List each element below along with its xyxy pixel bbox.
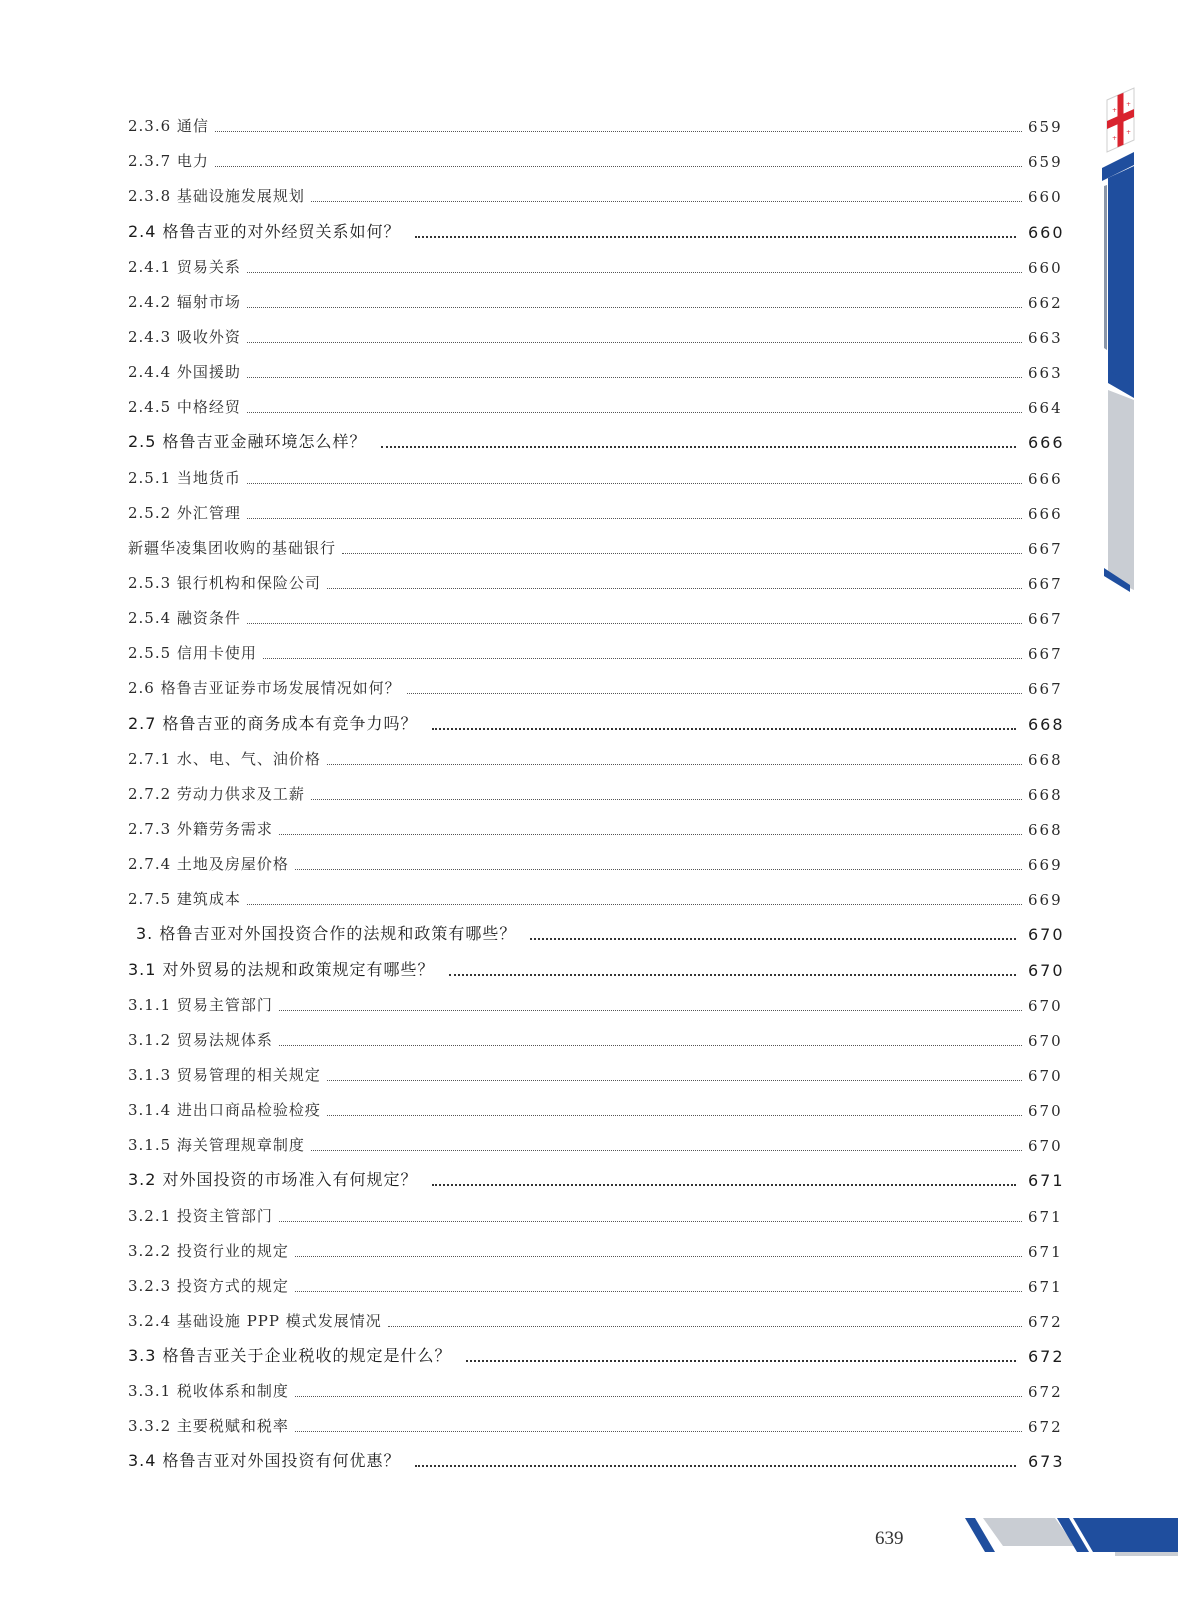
toc-entry-label: 2.5.2 外汇管理 [128,503,241,522]
toc-entry-label: 2.5.1 当地货币 [128,468,241,487]
dot-leader [247,904,1022,905]
toc-entry[interactable] [128,284,1062,319]
toc-entry[interactable] [128,1443,1065,1478]
table-of-contents [128,108,1065,1478]
toc-entry-label: 3.1.4 进出口商品检验检疫 [128,1101,321,1120]
toc-entry-label: 2.5 格鲁吉亚金融环境怎么样？ [128,432,367,452]
toc-entry[interactable] [128,178,1062,213]
toc-entry[interactable] [128,424,1065,459]
toc-entry-label: 2.7.2 劳动力供求及工薪 [128,784,305,803]
toc-entry[interactable] [128,1127,1062,1162]
toc-entry[interactable] [128,1338,1065,1373]
toc-entry-label: 2.4 格鲁吉亚的对外经贸关系如何？ [128,221,401,241]
toc-entry-label: 2.7.3 外籍劳务需求 [128,819,273,838]
toc-entry[interactable] [128,143,1062,178]
dot-leader [415,1465,1016,1467]
toc-entry-page: 667 [1028,645,1063,664]
toc-entry-page: 672 [1028,1312,1063,1331]
dot-leader [466,1360,1016,1362]
toc-entry-label: 2.3.8 基础设施发展规划 [128,187,305,206]
dot-leader [247,342,1022,343]
toc-entry-page: 667 [1028,680,1063,699]
toc-entry[interactable] [128,1197,1062,1232]
dot-leader [342,553,1022,554]
dot-leader [415,236,1016,238]
toc-entry-label: 3.3 格鲁吉亚关于企业税收的规定是什么？ [128,1346,452,1366]
toc-entry[interactable] [128,319,1062,354]
toc-entry-page: 660 [1028,258,1063,277]
toc-entry[interactable] [128,1303,1062,1338]
toc-entry-label: 3.2 对外国投资的市场准入有何规定？ [128,1170,418,1190]
toc-entry-label: 3.1.5 海关管理规章制度 [128,1136,305,1155]
toc-entry-page: 671 [1028,1242,1063,1261]
toc-entry[interactable] [128,600,1062,635]
toc-entry[interactable] [128,846,1062,881]
toc-entry-label: 3.3.2 主要税赋和税率 [128,1417,289,1436]
dot-leader [388,1326,1022,1327]
toc-entry-page: 669 [1028,891,1063,910]
dot-leader [407,693,1022,694]
toc-entry-page: 668 [1028,820,1063,839]
toc-entry-label: 3.1.3 贸易管理的相关规定 [128,1065,321,1084]
dot-leader [327,764,1022,765]
toc-entry-label: 2.7.4 土地及房屋价格 [128,855,289,874]
dot-leader [381,446,1016,448]
svg-text:+: + [1112,107,1118,114]
toc-entry-page: 668 [1028,714,1065,734]
dot-leader [279,1221,1022,1222]
toc-entry[interactable] [128,1092,1062,1127]
toc-entry-page: 672 [1028,1383,1063,1402]
toc-entry[interactable] [128,108,1062,143]
toc-entry-page: 670 [1028,960,1065,980]
toc-entry-page: 662 [1028,293,1063,312]
toc-entry[interactable] [128,495,1062,530]
toc-entry-page: 671 [1028,1277,1063,1296]
toc-entry-label: 2.4.4 外国援助 [128,363,241,382]
toc-entry[interactable] [128,635,1062,670]
toc-entry-page: 666 [1028,504,1063,523]
toc-entry[interactable] [128,987,1062,1022]
toc-entry[interactable] [128,1373,1062,1408]
toc-entry-page: 670 [1028,996,1063,1015]
toc-entry-page: 666 [1028,469,1063,488]
toc-entry-label: 2.4.1 贸易关系 [128,257,241,276]
toc-entry[interactable] [128,1233,1062,1268]
svg-text:+: + [1112,135,1118,142]
toc-entry-page: 670 [1028,1066,1063,1085]
toc-entry-label: 2.5.4 融资条件 [128,609,241,628]
toc-entry-label: 2.5.3 银行机构和保险公司 [128,573,321,592]
dot-leader [247,412,1022,413]
toc-entry-page: 670 [1028,1137,1063,1156]
toc-entry[interactable] [128,1022,1062,1057]
dot-leader [311,201,1022,202]
dot-leader [279,834,1022,835]
dot-leader [247,377,1022,378]
toc-entry-page: 669 [1028,856,1063,875]
toc-entry-page: 660 [1028,222,1065,242]
dot-leader [263,658,1022,659]
bottom-decoration [965,1518,1178,1558]
dot-leader [247,518,1022,519]
toc-entry-page: 667 [1028,610,1063,629]
dot-leader [327,588,1022,589]
dot-leader [327,1080,1022,1081]
toc-entry-label: 3.2.1 投资主管部门 [128,1206,273,1225]
toc-entry-label: 2.7.5 建筑成本 [128,890,241,909]
georgia-flag-icon [1107,88,1134,152]
toc-entry-page: 670 [1028,925,1065,945]
toc-entry-page: 668 [1028,750,1063,769]
toc-entry-page: 668 [1028,785,1063,804]
toc-entry-page: 666 [1028,433,1065,453]
toc-entry[interactable] [128,1057,1062,1092]
toc-entry[interactable] [128,1408,1062,1443]
toc-entry[interactable] [128,389,1062,424]
toc-entry[interactable] [128,881,1062,916]
toc-entry-label: 3.2.2 投资行业的规定 [128,1241,289,1260]
toc-entry-label: 2.4.3 吸收外资 [128,327,241,346]
toc-entry-label: 3.1 对外贸易的法规和政策规定有哪些？ [128,959,435,979]
toc-entry-page: 663 [1028,328,1063,347]
toc-entry-page: 671 [1028,1207,1063,1226]
dot-leader [279,1045,1022,1046]
toc-entry-page: 667 [1028,574,1063,593]
dot-leader [295,1396,1022,1397]
svg-text:+: + [1126,129,1132,136]
toc-entry[interactable] [128,249,1062,284]
dot-leader [295,1291,1022,1292]
dot-leader [279,1010,1022,1011]
dot-leader [432,1184,1016,1186]
toc-entry[interactable] [128,741,1062,776]
toc-entry-label: 3.2.4 基础设施 PPP 模式发展情况 [128,1311,382,1330]
toc-entry-page: 659 [1028,153,1063,172]
dot-leader [432,728,1016,730]
dot-leader [327,1115,1022,1116]
toc-entry-page: 660 [1028,188,1063,207]
toc-entry-page: 664 [1028,399,1063,418]
toc-entry[interactable] [128,811,1062,846]
dot-leader [449,974,1016,976]
toc-entry-page: 667 [1028,539,1063,558]
dot-leader [311,1150,1022,1151]
toc-entry[interactable] [128,916,1065,951]
dot-leader [247,483,1022,484]
toc-entry-label: 2.5.5 信用卡使用 [128,644,257,663]
toc-entry[interactable] [128,670,1062,705]
toc-entry-page: 672 [1028,1418,1063,1437]
toc-entry-label: 3.3.1 税收体系和制度 [128,1382,289,1401]
toc-entry-label: 3.4 格鲁吉亚对外国投资有何优惠？ [128,1451,401,1471]
toc-entry[interactable] [128,354,1062,389]
toc-entry-label: 2.7 格鲁吉亚的商务成本有竞争力吗？ [128,713,418,733]
toc-entry-label: 2.7.1 水、电、气、油价格 [128,749,321,768]
toc-entry[interactable] [128,951,1065,986]
toc-entry[interactable] [128,530,1062,565]
dot-leader [247,307,1022,308]
dot-leader [530,938,1016,940]
dot-leader [295,869,1022,870]
page-number: 639 [875,1528,904,1549]
toc-entry-label: 新疆华凌集团收购的基础银行 [128,538,337,557]
toc-entry-page: 663 [1028,364,1063,383]
dot-leader [295,1431,1022,1432]
toc-entry-label: 2.6 格鲁吉亚证券市场发展情况如何？ [128,679,401,698]
dot-leader [247,272,1022,273]
toc-entry-label: 3.1.2 贸易法规体系 [128,1030,273,1049]
toc-entry-label: 3.1.1 贸易主管部门 [128,995,273,1014]
toc-entry-page: 670 [1028,1102,1063,1121]
toc-entry-page: 671 [1028,1171,1065,1191]
toc-entry[interactable] [128,1268,1062,1303]
toc-entry-label: 2.4.5 中格经贸 [128,398,241,417]
svg-text:+: + [1126,101,1132,108]
toc-entry[interactable] [128,776,1062,811]
toc-entry-label: 2.4.2 辐射市场 [128,292,241,311]
dot-leader [295,1256,1022,1257]
dot-leader [311,799,1022,800]
toc-entry[interactable] [128,565,1062,600]
toc-entry-page: 673 [1028,1452,1065,1472]
dot-leader [247,623,1022,624]
dot-leader [215,166,1022,167]
toc-entry-page: 670 [1028,1031,1063,1050]
toc-entry[interactable] [128,459,1062,494]
dot-leader [215,131,1022,132]
toc-entry-label: 2.3.7 电力 [128,152,209,171]
side-decoration [1098,0,1178,600]
toc-entry-label: 3.2.3 投资方式的规定 [128,1276,289,1295]
toc-entry-page: 672 [1028,1347,1065,1367]
toc-entry-label: 2.3.6 通信 [128,117,209,136]
toc-entry[interactable] [128,1162,1065,1197]
toc-entry[interactable] [128,213,1065,248]
toc-entry[interactable] [128,705,1065,740]
toc-entry-page: 659 [1028,118,1063,137]
toc-entry-label: 3. 格鲁吉亚对外国投资合作的法规和政策有哪些？ [136,924,517,944]
